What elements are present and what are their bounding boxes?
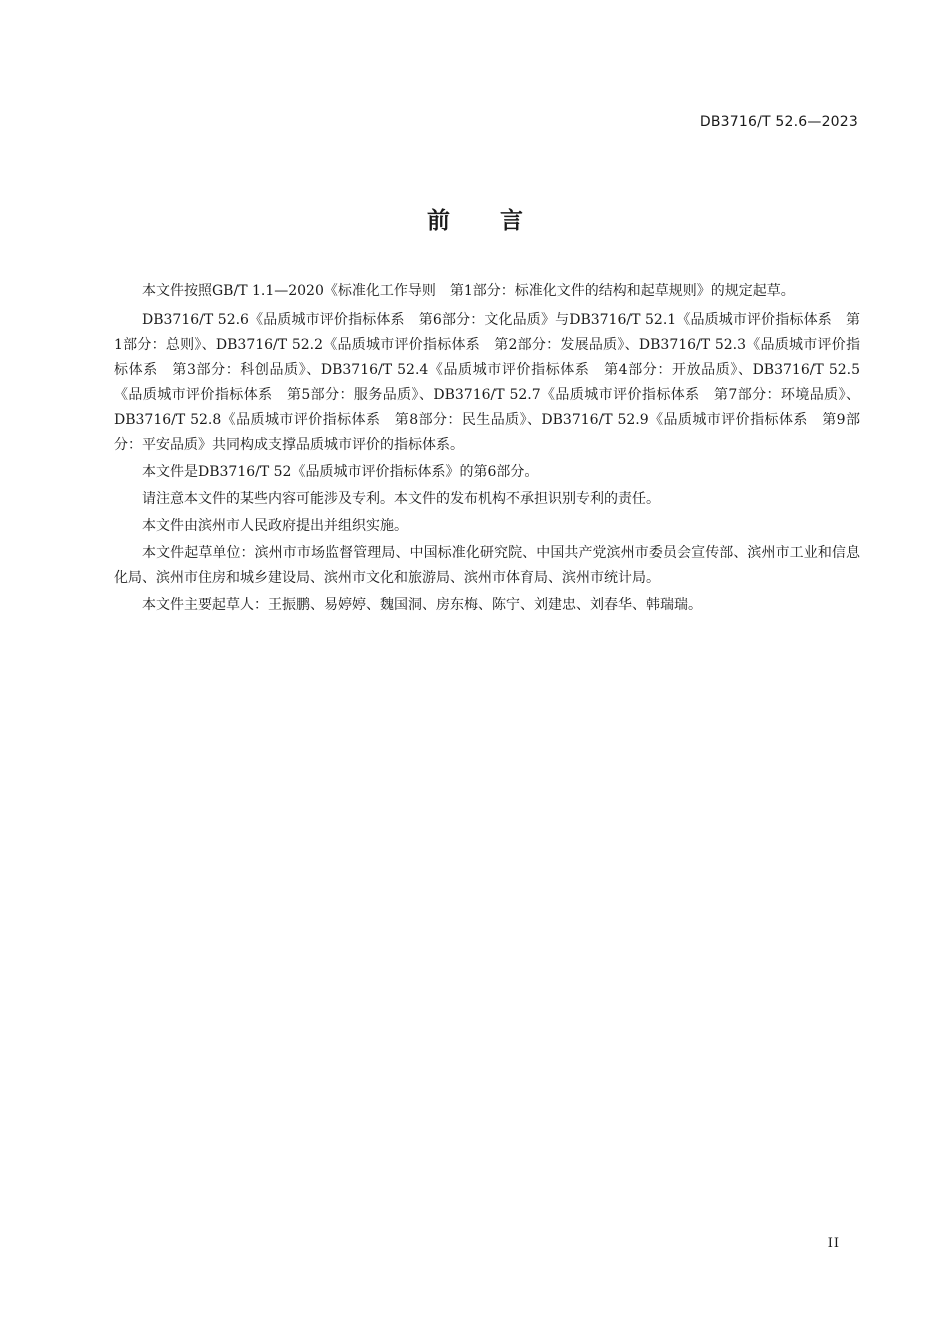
paragraph-drafters: 本文件主要起草人：王振鹏、易婷婷、魏国洞、房东梅、陈宁、刘建忠、刘春华、韩瑞瑞。: [142, 597, 702, 613]
paragraph-drafting-units: 本文件起草单位：滨州市市场监督管理局、中国标准化研究院、中国共产党滨州市委员会宣传部、滨州市工业和信息化局、滨州市住房和城乡建设局、滨州市文化和旅游局、滨州市体育局、滨州市统计局。: [114, 545, 860, 586]
foreword-body: [114, 279, 860, 620]
paragraph-series-parts: DB3716/T 52.6《品质城市评价指标体系 第6部分：文化品质》与DB3716/T 52.1《品质城市评价指标体系 第1部分：总则》、DB3716/T 52.2《品质城市评价指标体系 第2部分：发展品质》、DB3716/T 52.3《品质城市评价指标体系 第3部分：科创品质》、DB3716/T 52.4《品质城市评价指标体系 第4部分：开放品质》、DB3716/T 52.5《品质城市评价指标体系 第5部分：服务品质》、DB3716/T 52.7《品质城市评价指标体系 第7部分：环境品质》、DB3716/T 52.8《品质城市评价指标体系 第8部分：民生品质》、DB3716/T 52.9《品质城市评价指标体系 第9部分：平安品质》共同构成支撑品质城市评价的指标体系。: [114, 312, 860, 453]
paragraph-drafting-rules: 本文件按照GB/T 1.1—2020《标准化工作导则 第1部分：标准化文件的结构和起草规则》的规定起草。: [142, 283, 795, 299]
paragraph-part-number: 本文件是DB3716/T 52《品质城市评价指标体系》的第6部分。: [142, 464, 539, 480]
title-char-2: 言: [500, 207, 523, 234]
standard-code: DB3716/T 52.6—2023: [699, 114, 858, 130]
paragraph-proposer: 本文件由滨州市人民政府提出并组织实施。: [142, 518, 408, 534]
page-number: II: [827, 1236, 840, 1251]
title-char-1: 前: [427, 207, 450, 234]
page-title: [0, 202, 950, 235]
paragraph-patent-notice: 请注意本文件的某些内容可能涉及专利。本文件的发布机构不承担识别专利的责任。: [142, 491, 660, 507]
